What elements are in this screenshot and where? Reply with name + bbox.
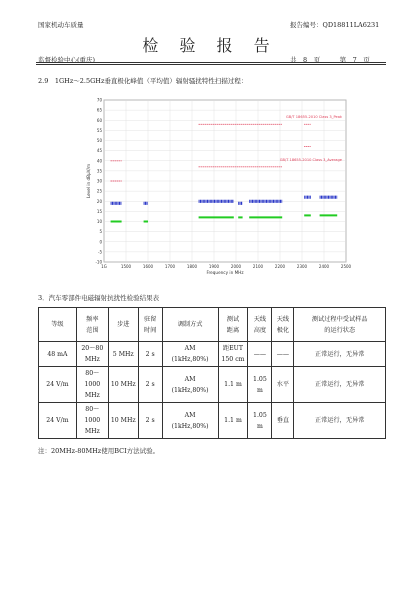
table-cell bbox=[272, 367, 294, 403]
table-cell-text: 2 s bbox=[145, 350, 155, 358]
table-cell bbox=[76, 403, 108, 439]
table-header-cell-text: 极化 bbox=[276, 326, 290, 334]
table-cell-text: 正常运行，无异常 bbox=[314, 381, 365, 388]
table-cell-text: 距EUT bbox=[222, 345, 244, 352]
table-cell bbox=[218, 403, 248, 439]
y-tick-label: 65 bbox=[96, 107, 102, 113]
table-cell bbox=[294, 403, 386, 439]
table-header-row bbox=[39, 308, 386, 342]
y-tick-label: 15 bbox=[96, 208, 102, 214]
page-count: 共 8 页 第 7 页 bbox=[290, 56, 370, 64]
x-tick-label: 2200 bbox=[274, 264, 286, 269]
table-cell bbox=[248, 367, 272, 403]
table-cell-text: MHz bbox=[84, 356, 100, 363]
x-tick-label: 2000 bbox=[230, 264, 242, 269]
table-header-cell bbox=[218, 308, 248, 342]
table-cell-text: AM bbox=[184, 375, 196, 383]
table-cell-text: 水平 bbox=[276, 381, 290, 388]
table-cell bbox=[162, 342, 218, 367]
table-header-cell bbox=[162, 308, 218, 342]
table-note: 注：20MHz-80MHz使用BCI方法试验。 bbox=[38, 447, 160, 455]
table-cell bbox=[294, 342, 386, 367]
table-header-cell-text: 测试过程中受试样品 bbox=[311, 315, 368, 323]
table-cell-text: 10 MHz bbox=[110, 381, 136, 388]
x-tick-label: 1900 bbox=[208, 264, 220, 269]
x-tick-label: 2300 bbox=[296, 264, 308, 269]
table-header-cell bbox=[248, 308, 272, 342]
x-tick-label: 2400 bbox=[318, 264, 330, 269]
table-cell bbox=[162, 367, 218, 403]
header-rule bbox=[36, 62, 386, 63]
table-cell-text: (1kHz,80%) bbox=[171, 422, 209, 430]
table-cell bbox=[162, 403, 218, 439]
table-cell-text: 24 V/m bbox=[46, 417, 69, 424]
report-number: 报告编号：QD18811LA6231 bbox=[290, 21, 380, 29]
table-header-cell-text: 频率 bbox=[86, 315, 99, 323]
y-tick-label: 0 bbox=[99, 239, 102, 245]
header-center: 监督检验中心(重庆) bbox=[38, 56, 96, 64]
table-header-cell-text: 距离 bbox=[226, 326, 240, 334]
table-header-cell-text: 驻留 bbox=[143, 315, 157, 323]
table-cell bbox=[272, 342, 294, 367]
table-cell-text: 正常运行，无异常 bbox=[314, 350, 365, 358]
table-cell-text: 2 s bbox=[145, 381, 155, 388]
page-title: 检 验 报 告 bbox=[142, 36, 278, 55]
table-cell-text: 48 mA bbox=[47, 350, 68, 358]
table-cell-text: 5 MHz bbox=[112, 350, 134, 358]
table-cell bbox=[218, 342, 248, 367]
table-header-cell bbox=[39, 308, 77, 342]
table-cell-text: AM bbox=[184, 411, 196, 419]
table-header-cell-text: 等级 bbox=[51, 321, 64, 328]
table-header-cell-text: 步进 bbox=[117, 321, 130, 328]
y-tick-label: 60 bbox=[96, 117, 102, 123]
table-cell bbox=[39, 342, 77, 367]
table-cell-text: MHz bbox=[84, 392, 100, 399]
table-cell-text: 垂直 bbox=[276, 417, 290, 424]
table-cell bbox=[138, 342, 162, 367]
table-header-cell-text: 调制方式 bbox=[177, 321, 203, 328]
table-header-cell-text: 范围 bbox=[86, 326, 99, 334]
y-axis-label: Level in dBµV/m bbox=[86, 163, 91, 199]
section-3-heading: 3．汽车零部件电磁辐射抗扰性检验结果表 bbox=[38, 294, 160, 302]
x-tick-label: 1700 bbox=[164, 264, 176, 269]
table-cell-text: 1.1 m bbox=[224, 381, 242, 388]
x-tick-label: 1G bbox=[101, 264, 107, 269]
table-header-cell-text: 测试 bbox=[226, 315, 240, 323]
table-row bbox=[39, 367, 386, 403]
table-cell-text: 10 MHz bbox=[110, 417, 136, 424]
y-tick-label: 30 bbox=[96, 178, 102, 184]
peak-limit-label: GB/T 18655-2010 Class 3_Peak bbox=[285, 115, 342, 120]
table-cell bbox=[39, 367, 77, 403]
table-cell bbox=[108, 367, 138, 403]
table-cell bbox=[248, 342, 272, 367]
table-cell bbox=[218, 367, 248, 403]
x-tick-label: 1500 bbox=[120, 264, 132, 269]
table-cell bbox=[138, 403, 162, 439]
table-cell-text: 1.05 m bbox=[253, 375, 267, 394]
table-cell-text: 24 V/m bbox=[46, 381, 69, 388]
table-cell bbox=[272, 403, 294, 439]
section-2-9-heading: 2.9 1GHz～2.5GHz垂直极化峰值（平均值）辐射骚扰特性扫描过程： bbox=[38, 77, 248, 85]
table-cell bbox=[248, 403, 272, 439]
header-rule-thin bbox=[36, 64, 386, 65]
table-header-cell bbox=[294, 308, 386, 342]
y-tick-label: 55 bbox=[96, 127, 102, 133]
x-tick-label: 1800 bbox=[186, 264, 198, 269]
table-cell bbox=[138, 367, 162, 403]
y-tick-label: 10 bbox=[96, 219, 102, 224]
average-limit-label: GB/T 18655-2010 Class 3_Average bbox=[279, 157, 342, 162]
table-row bbox=[39, 403, 386, 439]
table-header-cell bbox=[108, 308, 138, 342]
x-tick-label: 1600 bbox=[142, 264, 154, 269]
table-header-cell-text: 的运行状态 bbox=[324, 326, 356, 334]
y-tick-label: 70 bbox=[96, 97, 102, 103]
table-cell-text: 1.1 m bbox=[224, 417, 242, 424]
table-cell bbox=[76, 342, 108, 367]
table-cell bbox=[294, 367, 386, 403]
table-header-cell-text: 天线 bbox=[276, 315, 290, 323]
y-tick-label: 25 bbox=[96, 188, 102, 194]
x-tick-label: 2100 bbox=[252, 264, 264, 269]
table-cell-text: (1kHz,80%) bbox=[171, 356, 209, 363]
y-tick-label: 20 bbox=[96, 198, 102, 204]
table-cell-text: 20～80 bbox=[81, 345, 104, 352]
immunity-results-table bbox=[38, 307, 386, 439]
y-tick-label: 40 bbox=[96, 158, 102, 164]
table-header-cell-text: 时间 bbox=[143, 326, 157, 334]
table-cell-text: —— bbox=[276, 350, 290, 358]
table-cell bbox=[108, 403, 138, 439]
table-header-cell bbox=[272, 308, 294, 342]
table-cell-text: 80～1000 bbox=[84, 370, 101, 388]
y-tick-label: 35 bbox=[96, 168, 102, 174]
table-cell-text: 80～1000 bbox=[84, 406, 101, 424]
table-header-cell bbox=[138, 308, 162, 342]
table-header-cell-text: 高度 bbox=[253, 326, 267, 334]
table-cell bbox=[39, 403, 77, 439]
table-cell bbox=[108, 342, 138, 367]
table-cell-text: (1kHz,80%) bbox=[171, 386, 209, 394]
table-cell bbox=[76, 367, 108, 403]
header-org: 国家机动车质量 bbox=[38, 21, 84, 29]
table-cell-text: MHz bbox=[84, 428, 100, 435]
table-body bbox=[39, 342, 386, 439]
x-tick-label: 2500 bbox=[340, 264, 352, 269]
y-tick-label: 50 bbox=[96, 138, 102, 143]
x-axis-label: Frequency in MHz bbox=[206, 270, 244, 275]
emission-scan-chart bbox=[84, 96, 352, 276]
table-cell-text: AM bbox=[184, 345, 196, 352]
y-tick-label: -5 bbox=[98, 249, 102, 255]
y-tick-label: 5 bbox=[99, 229, 102, 235]
table-cell-text: 正常运行，无异常 bbox=[314, 417, 365, 424]
y-tick-label: -10 bbox=[95, 259, 102, 265]
table-row bbox=[39, 342, 386, 367]
table-cell-text: —— bbox=[253, 350, 267, 358]
table-cell-text: 150 cm bbox=[221, 356, 245, 363]
y-tick-label: 45 bbox=[96, 148, 102, 154]
table-cell-text: 2 s bbox=[145, 417, 155, 424]
table-header-cell bbox=[76, 308, 108, 342]
table-header-cell-text: 天线 bbox=[253, 315, 267, 323]
table-cell-text: 1.05 m bbox=[253, 411, 267, 430]
